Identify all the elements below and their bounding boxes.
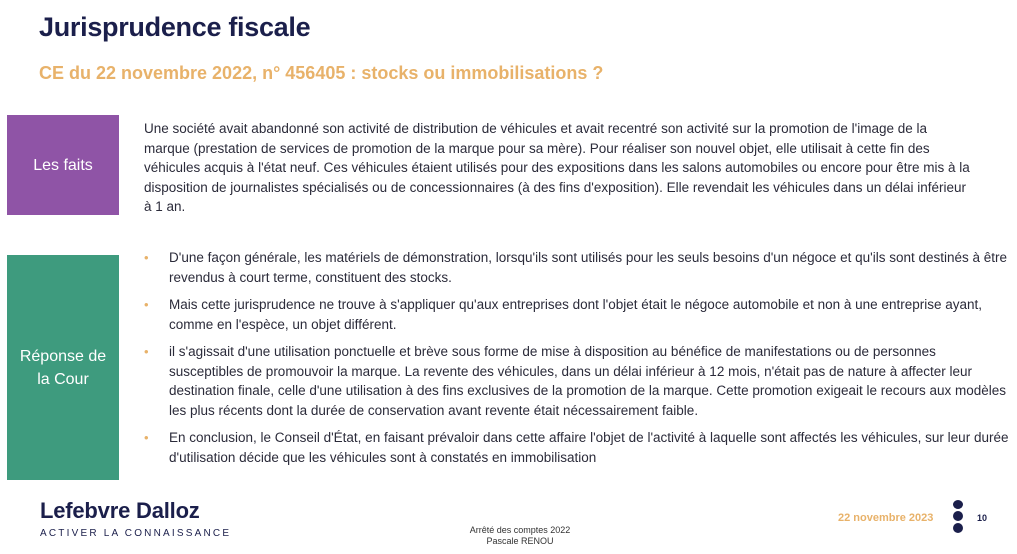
page-number: 10 bbox=[977, 513, 988, 523]
bullet-text: En conclusion, le Conseil d'État, en faisant prévaloir dans cette affaire l'objet de l'activité à laquelle sont affectés les véhicules, sur leur durée d'utilisation décide que les véhicules sont à constatés en immobilisation bbox=[169, 430, 1009, 465]
bullet-item bbox=[144, 342, 1010, 420]
reponse-label-box bbox=[7, 255, 119, 480]
bullet-dot-icon: • bbox=[144, 344, 149, 359]
bullet-item bbox=[144, 428, 1010, 467]
faits-paragraph: Une société avait abandonné son activité de distribution de véhicules et avait recentré son activité sur la promotion de l'image de la marque (prestation de services de promotion de la marque pour sa mère). Pour réaliser son nouvel objet, elle utilisait à cette fin des véhicules acquis à l'état neuf. Ces véhicules étaient utilisés pour des expositions dans les salons automobiles ou encore pour être mis à la disposition de journalistes spécialisés ou de concessionnaires (à des fins d'exposition). Elle revendait les véhicules dans un délai inférieur à 1 an. bbox=[144, 121, 970, 214]
footer-line1: Arrêté des comptes 2022 bbox=[469, 525, 571, 535]
logo-text: Lefebvre Dalloz bbox=[40, 498, 200, 523]
bullet-dot-icon: • bbox=[144, 297, 149, 312]
reponse-label-line2: la Cour bbox=[37, 370, 89, 388]
logo-tagline: ACTIVER LA CONNAISSANCE bbox=[40, 528, 232, 539]
bullet-item bbox=[144, 295, 1010, 334]
bullet-dot-icon: • bbox=[144, 250, 149, 265]
reponse-label bbox=[20, 345, 106, 391]
reponse-bullet-list bbox=[144, 248, 1010, 475]
faits-label-box bbox=[7, 115, 119, 215]
bullet-item bbox=[144, 248, 1010, 287]
footer-date: 22 novembre 2023 bbox=[838, 512, 934, 524]
page-title: Jurisprudence fiscale bbox=[39, 12, 311, 42]
footer-info bbox=[420, 525, 620, 547]
reponse-label-line1: Réponse de bbox=[19, 347, 107, 365]
faits-label: Les faits bbox=[33, 156, 93, 174]
brand-dots-icon bbox=[953, 500, 965, 535]
bullet-text: il s'agissait d'une utilisation ponctuelle et brève sous forme de mise à disposition au bénéfice de manifestations ou de personnes susceptibles de promouvoir la marque. La revente des véhicules, dans un délai inférieur à 12 mois, n'était pas de nature à affecter leur destination finale, celle d'une utilisation à des fins exclusives de la promotion de la marque. Cette promotion exigeait le recours aux modèles les plus récents dont la durée de conservation avant revente était nécessairement faible. bbox=[169, 344, 1007, 418]
bullet-text: Mais cette jurisprudence ne trouve à s'appliquer qu'aux entreprises dont l'objet était le négoce automobile et non à une entreprise ayant, comme en l'espèce, un objet différent. bbox=[169, 297, 982, 332]
lefebvre-dalloz-logo bbox=[40, 498, 231, 539]
bullet-dot-icon: • bbox=[144, 430, 149, 445]
page-subtitle: CE du 22 novembre 2022, n° 456405 : stocks ou immobilisations ? bbox=[39, 63, 604, 83]
footer-line2: Pascale RENOU bbox=[486, 536, 554, 546]
bullet-text: D'une façon générale, les matériels de démonstration, lorsqu'ils sont utilisés pour les seuls besoins d'un négoce et qu'ils sont destinés à être revendus à court terme, constituent des stocks. bbox=[169, 250, 1008, 285]
